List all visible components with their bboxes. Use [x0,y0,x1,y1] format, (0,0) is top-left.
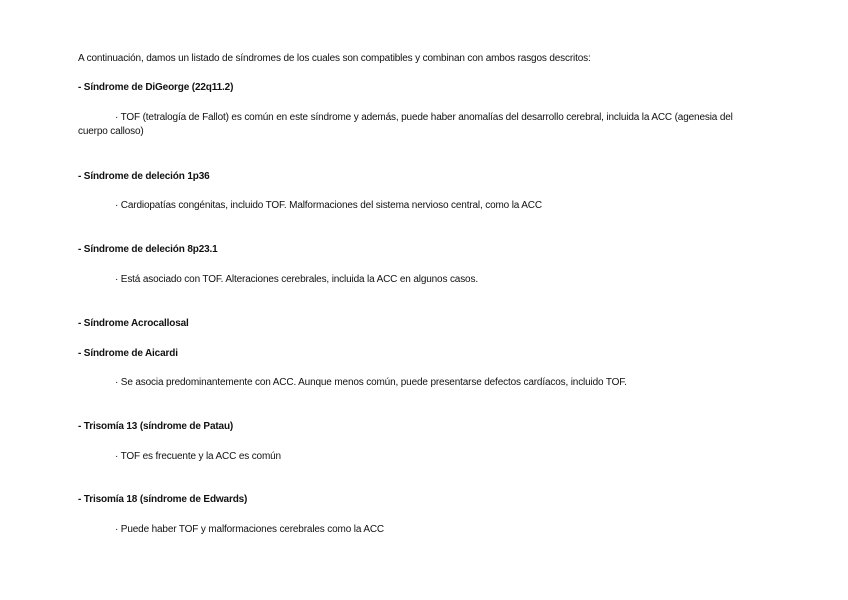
syndrome-title-8p23: - Síndrome de deleción 8p23.1 [78,244,218,255]
syndrome-title-aicardi: - Síndrome de Aicardi [78,348,178,359]
syndrome-detail-8p23: · Está asociado con TOF. Alteraciones cerebrales, incluida la ACC en algunos casos. [115,274,478,285]
syndrome-detail-edwards: · Puede haber TOF y malformaciones cerebrales como la ACC [115,524,384,535]
syndrome-title-1p36: - Síndrome de deleción 1p36 [78,171,210,182]
syndrome-title-patau: - Trisomía 13 (síndrome de Patau) [78,421,234,432]
syndrome-detail-1p36: · Cardiopatías congénitas, incluido TOF. Malformaciones del sistema nervioso central, como la ACC [115,200,542,211]
syndrome-detail-digeorge: · TOF (tetralogía de Fallot) es común en este síndrome y además, puede haber anomalías del desarrollo cerebral, incluida la ACC (agenesia del cuerpo calloso) [78,112,733,137]
intro-text: A continuación, damos un listado de síndromes de los cuales son compatibles y combinan con ambos rasgos descritos: [78,53,591,64]
syndrome-detail-patau: · TOF es frecuente y la ACC es común [115,451,281,462]
syndrome-detail-aicardi: · Se asocia predominantemente con ACC. Aunque menos común, puede presentarse defectos cardíacos, incluido TOF. [115,377,627,388]
syndrome-title-acrocallosal: - Síndrome Acrocallosal [78,318,189,329]
syndrome-title-digeorge: - Síndrome de DiGeorge (22q11.2) [78,82,234,93]
syndrome-title-edwards: - Trisomía 18 (síndrome de Edwards) [78,494,248,505]
